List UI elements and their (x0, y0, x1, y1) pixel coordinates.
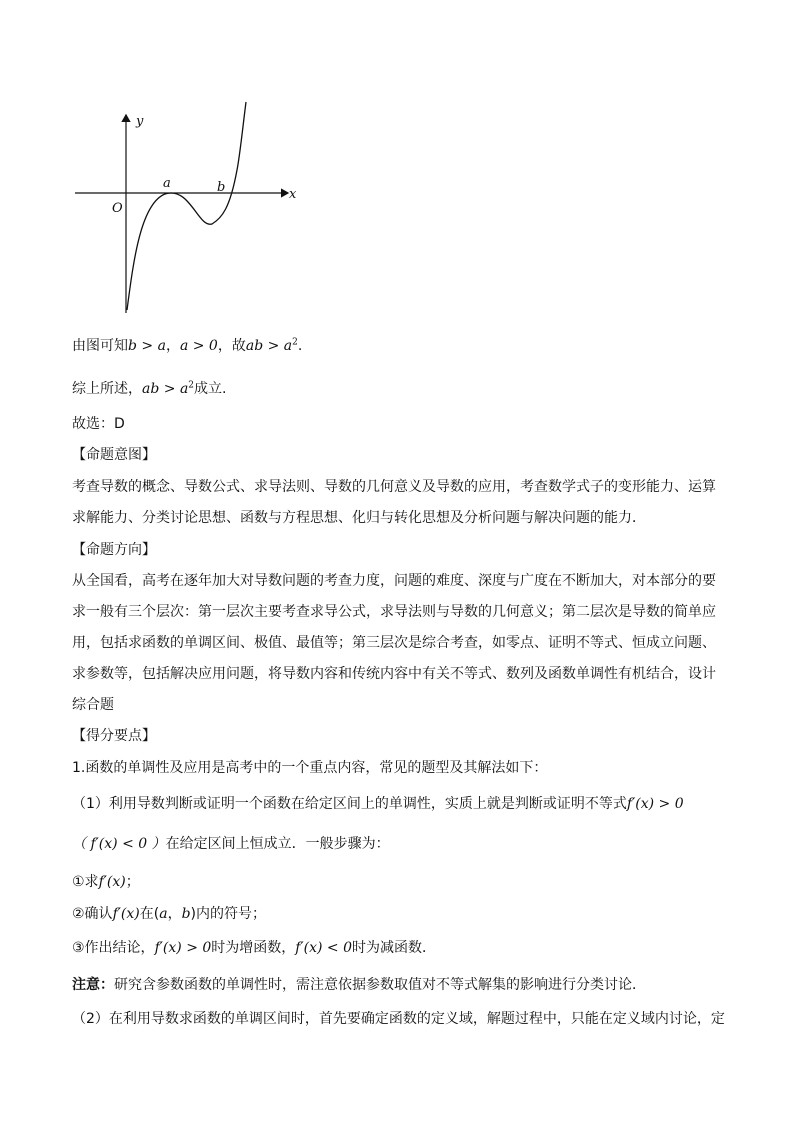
math-expression: f′(x) (112, 906, 140, 922)
exponent: 2 (188, 380, 195, 391)
note-label: 注意： (72, 977, 114, 993)
text: ③作出结论， (72, 940, 155, 956)
cubic-function-graph (60, 100, 310, 320)
paragraph-direction-3: 用，包括求函数的单调区间、极值、最值等；第三层次是综合考查，如零点、证明不等式、恒成立问题、 (72, 635, 716, 651)
step-1 (72, 872, 734, 892)
math-expression: f′(x) > 0 (626, 796, 684, 812)
text: ， (165, 338, 180, 354)
paragraph-direction-2: 求一般有三个层次：第一层次主要考查求导公式，求导法则与导数的几何意义；第二层次是导数的简单应 (72, 604, 716, 620)
answer-line: 故选：D (72, 416, 125, 432)
note-line (72, 975, 734, 995)
step-2 (72, 904, 734, 924)
heading-direction: 【命题方向】 (72, 542, 156, 558)
text: 综上所述， (72, 381, 142, 397)
text: 时为增函数， (211, 940, 296, 956)
x-axis-label: x (289, 187, 297, 202)
paragraph-direction-1: 从全国看，高考在逐年加大对导数问题的考查力度，问题的难度、深度与广度在不断加大，对本部分的要 (72, 573, 716, 589)
text: 由图可知 (72, 338, 128, 354)
text: 时为减函数． (352, 940, 436, 956)
text: ， (167, 906, 182, 922)
origin-label: O (112, 201, 123, 216)
text: 成立. (194, 381, 227, 397)
exponent: 2 (292, 337, 298, 348)
text: ，故 (217, 338, 246, 354)
y-axis-label: y (136, 114, 144, 129)
text: 在( (139, 906, 160, 922)
point-b-label: b (217, 180, 226, 195)
math-expression: a > 0 (179, 338, 218, 354)
text: )内的符号； (190, 906, 267, 922)
math-expression: f′(x) < 0 (295, 940, 352, 956)
conclusion-line-1 (72, 336, 734, 356)
text: 研究含参数函数的单调性时，需注意依据参数取值对不等式解集的影响进行分类讨论． (114, 977, 646, 993)
text: . (297, 338, 303, 354)
heading-intent: 【命题意图】 (72, 447, 156, 463)
key-point-1: 1.函数的单调性及应用是高考中的一个重点内容，常见的题型及其解法如下： (72, 760, 548, 776)
math-expression: b > a (128, 338, 166, 354)
paragraph-intent-2: 求解能力、分类讨论思想、函数与方程思想、化归与转化思想及分析问题与解决问题的能力． (72, 510, 646, 526)
text: （1）利用导数判断或证明一个函数在给定区间上的单调性，实质上就是判断或证明不等式 (72, 796, 627, 812)
key-point-1-1 (72, 794, 734, 814)
math-expression: b (181, 906, 191, 922)
step-3 (72, 938, 734, 958)
text: ②确认 (72, 906, 113, 922)
paragraph-direction-5: 综合题 (72, 697, 114, 713)
math-expression: f′(x) (98, 874, 126, 890)
math-expression: a (159, 906, 168, 922)
text: ①求 (72, 874, 99, 890)
key-point-1-2: （2）在利用导数求函数的单调区间时，首先要确定函数的定义域，解题过程中，只能在定义域内讨论，定 (72, 1011, 725, 1027)
point-a-label: a (163, 176, 171, 191)
graph-svg (60, 100, 310, 320)
paragraph-intent-1: 考查导数的概念、导数公式、求导法则、导数的几何意义及导数的应用，考查数学式子的变形能力、运算 (72, 479, 716, 495)
key-point-1-1-cont (72, 834, 734, 854)
math-expression: ab > a (245, 338, 293, 354)
math-expression: f′(x) > 0 (154, 940, 212, 956)
paragraph-direction-4: 求参数等，包括解决应用问题，将导数内容和传统内容中有关不等式、数列及函数单调性有机结合，设计 (72, 666, 716, 682)
heading-key-points: 【得分要点】 (72, 728, 156, 744)
conclusion-line-2 (72, 379, 734, 399)
math-expression: ab > a (142, 381, 189, 397)
function-curve (127, 102, 246, 310)
text: ； (125, 874, 140, 890)
text: 在给定区间上恒成立．一般步骤为： (165, 836, 390, 852)
math-expression: （ f′(x) < 0 ） (72, 836, 166, 852)
